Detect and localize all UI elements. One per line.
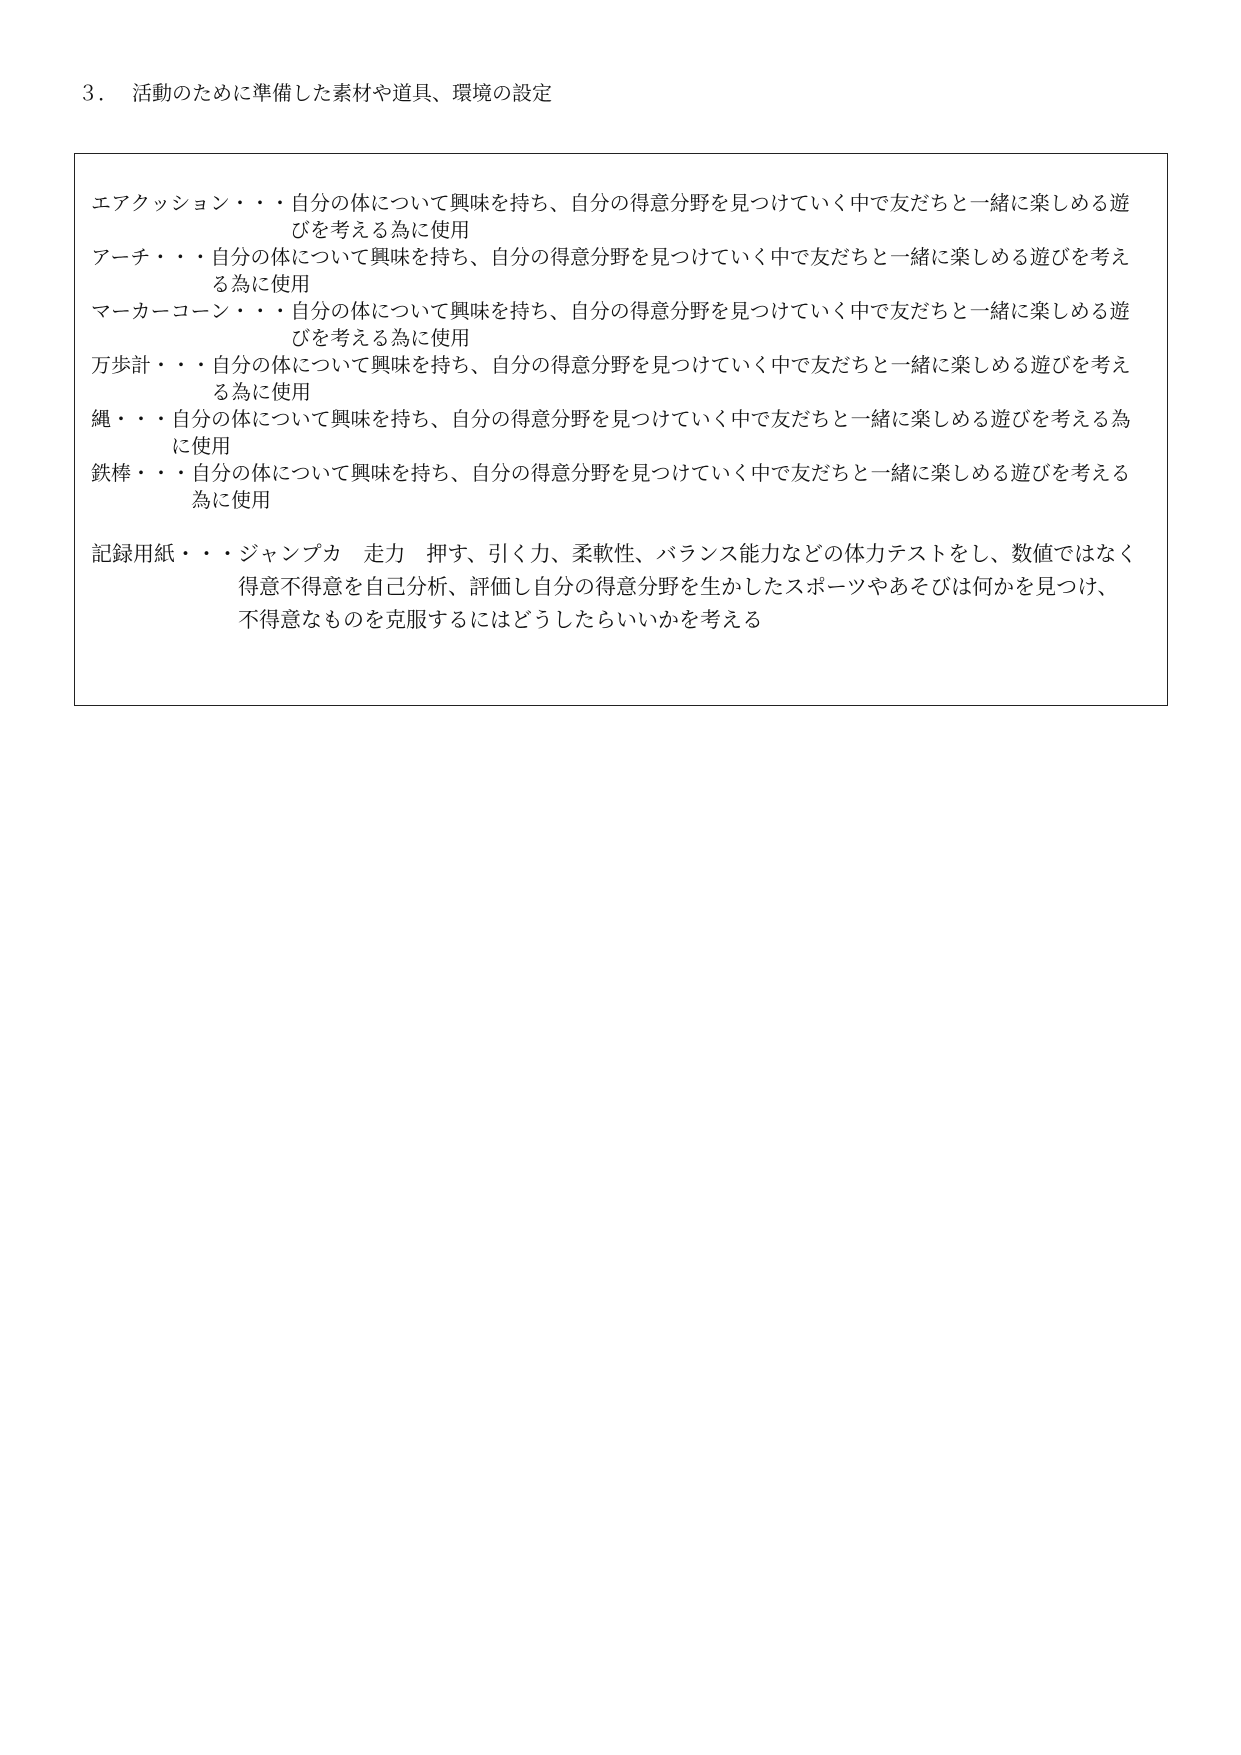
item-description: 自分の体について興味を持ち、自分の得意分野を見つけていく中で友だちと一緒に楽しめる遊びを考える為に使用 <box>211 353 1131 404</box>
list-item-horizontal-bar <box>91 460 1139 514</box>
list-item-pedometer <box>91 352 1139 406</box>
item-description: 自分の体について興味を持ち、自分の得意分野を見つけていく中で友だちと一緒に楽しめる遊びを考える為に使用 <box>171 407 1131 458</box>
list-item-marker-cone <box>91 298 1139 352</box>
item-label: エアクッション・・・ <box>91 191 290 215</box>
section-title: 活動のために準備した素材や道具、環境の設定 <box>132 81 552 105</box>
item-label: 鉄棒・・・ <box>91 461 191 485</box>
item-description: 自分の体について興味を持ち、自分の得意分野を見つけていく中で友だちと一緒に楽しめる遊びを考える為に使用 <box>290 191 1130 242</box>
list-item-air-cushion <box>91 190 1139 244</box>
section-heading <box>78 80 552 106</box>
list-item-arch <box>91 244 1139 298</box>
item-label: アーチ・・・ <box>91 245 211 269</box>
materials-list <box>91 190 1139 637</box>
item-description: 自分の体について興味を持ち、自分の得意分野を見つけていく中で友だちと一緒に楽しめる遊びを考える為に使用 <box>290 299 1130 350</box>
item-label: 縄・・・ <box>91 407 171 431</box>
item-description: ジャンプカ 走力 押す、引く力、柔軟性、バランス能力などの体力テストをし、数値ではなく得意不得意を自己分析、評価し自分の得意分野を生かしたスポーツやあそびは何かを見つけ、不得意なものを克服するにはどうしたらいいかを考える <box>238 542 1138 632</box>
item-label: マーカーコーン・・・ <box>91 299 291 323</box>
item-label: 記録用紙・・・ <box>91 542 238 566</box>
item-label: 万歩計・・・ <box>91 353 211 377</box>
item-description: 自分の体について興味を持ち、自分の得意分野を見つけていく中で友だちと一緒に楽しめる遊びを考える為に使用 <box>191 461 1131 512</box>
item-description: 自分の体について興味を持ち、自分の得意分野を見つけていく中で友だちと一緒に楽しめる遊びを考える為に使用 <box>210 245 1131 296</box>
list-item-record-sheet <box>91 538 1139 637</box>
section-number: ３． <box>78 81 118 105</box>
list-item-rope <box>91 406 1139 460</box>
materials-box <box>74 153 1168 706</box>
